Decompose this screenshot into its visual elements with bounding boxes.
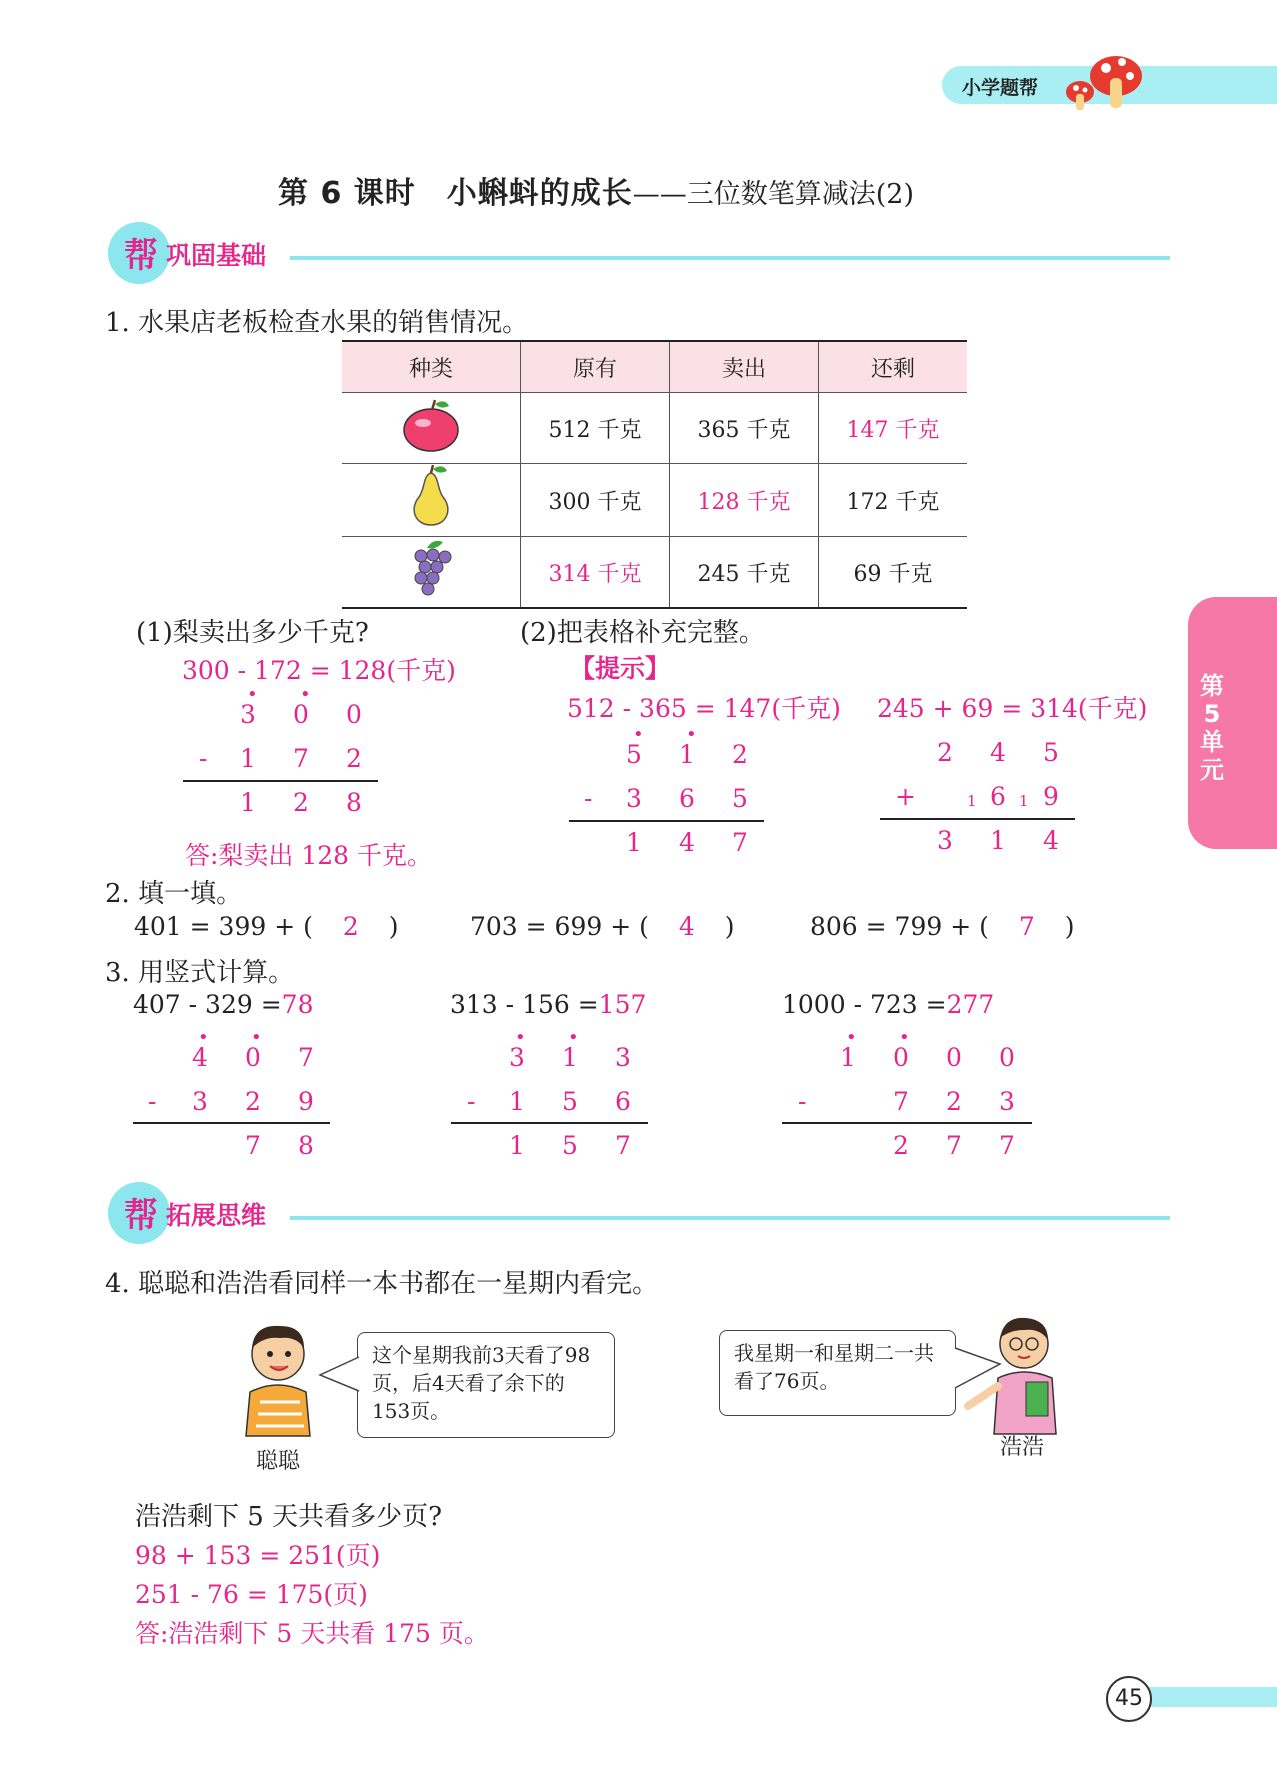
section-title: 巩固基础 [166, 241, 267, 270]
digit: 8 [298, 1131, 314, 1160]
q2-item [470, 912, 735, 941]
table-cell-answer: 147 千克 [819, 393, 968, 464]
carry-digit: 1 [967, 792, 977, 810]
digit: 2 [893, 1131, 909, 1160]
section-divider [290, 256, 1170, 260]
q3-expr-answer: 157 [598, 990, 647, 1019]
calc-rule [183, 780, 378, 782]
borrow-dot: • [251, 1027, 262, 1048]
lesson-title-main: 第 6 课时 小蝌蚪的成长 [278, 176, 633, 211]
section-title: 拓展思维 [166, 1201, 267, 1230]
table-cell: 245 千克 [670, 537, 819, 609]
table-cell: 69 千克 [819, 537, 968, 609]
carry-digit: 1 [1019, 792, 1029, 810]
calc-rule [451, 1122, 648, 1124]
header-label: 小学题帮 [962, 77, 1039, 99]
digit: 4 [192, 1043, 208, 1072]
digit: 0 [946, 1043, 962, 1072]
boy-congcong-icon [240, 1318, 320, 1438]
digit: 4 [679, 828, 695, 857]
boy-haohao-icon [960, 1312, 1070, 1436]
q4-answer: 答:浩浩剩下 5 天共看 175 页。 [135, 1619, 489, 1648]
digit: 5 [562, 1087, 578, 1116]
lesson-title-sub: ——三位数笔算减法(2) [632, 179, 915, 210]
q3-expr [782, 990, 994, 1019]
digit: 1 [562, 1043, 578, 1072]
q1-answer1: 答:梨卖出 128 千克。 [185, 841, 433, 870]
borrow-dot: • [247, 684, 258, 705]
digit: 0 [245, 1043, 261, 1072]
q2-answer: 7 [1018, 912, 1035, 941]
speech-bubble-left: 这个星期我前3天看了98页，后4天看了余下的153页。 [357, 1332, 615, 1438]
table-cell-answer: 128 千克 [670, 464, 819, 537]
digit: 2 [732, 740, 748, 769]
digit: 3 [626, 784, 642, 813]
table-header-cell: 种类 [342, 341, 521, 393]
table-cell: 365 千克 [670, 393, 819, 464]
table-row [342, 537, 967, 609]
q2-item [810, 912, 1075, 941]
operator: - [467, 1087, 476, 1116]
lesson-title [278, 168, 914, 212]
q2-prompt: 2. 填一填。 [105, 879, 243, 909]
digit: 1 [990, 826, 1006, 855]
digit: 5 [1043, 738, 1059, 767]
borrow-dot: • [899, 1027, 910, 1048]
digit: 2 [346, 744, 362, 773]
apple-icon [399, 396, 463, 454]
digit: 2 [937, 738, 953, 767]
borrow-dot: • [846, 1027, 857, 1048]
digit: 7 [732, 828, 748, 857]
q4-line2: 251 - 76 = 175(页) [135, 1580, 368, 1609]
digit: 6 [990, 782, 1006, 811]
q3-expr-answer: 277 [946, 990, 995, 1019]
page-number: 45 [1106, 1676, 1152, 1722]
digit: 6 [679, 784, 695, 813]
digit: 2 [293, 788, 309, 817]
name-haohao: 浩浩 [1000, 1435, 1045, 1460]
q1-prompt: 1. 水果店老板检查水果的销售情况。 [105, 308, 529, 338]
digit: 7 [615, 1131, 631, 1160]
page-number-bar [1140, 1687, 1277, 1707]
digit: 3 [615, 1043, 631, 1072]
q2-right: ) [388, 912, 399, 941]
hint-label: 【提示】 [570, 654, 671, 683]
digit: 2 [245, 1087, 261, 1116]
section-bang: 帮 [124, 1196, 158, 1236]
table-header-cell: 还剩 [819, 341, 968, 393]
digit: 6 [615, 1087, 631, 1116]
digit: 4 [990, 738, 1006, 767]
borrow-dot: • [568, 1027, 579, 1048]
q3-prompt: 3. 用竖式计算。 [105, 958, 295, 988]
q2-right: ) [1064, 912, 1075, 941]
digit: 4 [1043, 826, 1059, 855]
q1-eq2: 512 - 365 = 147(千克) [567, 694, 841, 723]
digit: 7 [893, 1087, 909, 1116]
section-badge-extension [108, 1182, 288, 1246]
grape-cell [342, 537, 521, 609]
table-cell: 172 千克 [819, 464, 968, 537]
grape-icon [403, 538, 459, 600]
operator: - [199, 744, 208, 773]
operator: + [895, 782, 916, 811]
digit: 7 [946, 1131, 962, 1160]
q3-expr [133, 990, 313, 1019]
digit: 5 [562, 1131, 578, 1160]
borrow-dot: • [300, 684, 311, 705]
pear-icon [403, 465, 459, 529]
table-header-cell: 原有 [521, 341, 670, 393]
digit: 0 [893, 1043, 909, 1072]
digit: 3 [192, 1087, 208, 1116]
calc-rule [569, 820, 764, 822]
table-row [342, 393, 967, 464]
q2-left: 703 = 699 + ( [470, 912, 649, 941]
digit: 1 [679, 740, 695, 769]
name-congcong: 聪聪 [256, 1449, 301, 1474]
calc-rule [782, 1122, 1032, 1124]
apple-cell [342, 393, 521, 464]
digit: 7 [999, 1131, 1015, 1160]
q2-item [134, 912, 399, 941]
digit: 1 [509, 1087, 525, 1116]
q4-prompt: 4. 聪聪和浩浩看同样一本书都在一星期内看完。 [105, 1269, 659, 1299]
calc-rule [133, 1122, 330, 1124]
digit: 5 [732, 784, 748, 813]
section-divider [290, 1216, 1170, 1220]
q4-line1: 98 + 153 = 251(页) [135, 1541, 381, 1570]
operator: - [798, 1087, 807, 1116]
digit: 3 [240, 700, 256, 729]
mushroom-icon [1060, 44, 1150, 114]
fruit-table [342, 340, 967, 609]
digit: 2 [946, 1087, 962, 1116]
q1-eq1: 300 - 172 = 128(千克) [182, 656, 456, 685]
digit: 5 [626, 740, 642, 769]
digit: 1 [240, 788, 256, 817]
unit-side-tab-text: 第5单元 [1200, 672, 1224, 784]
speech-bubble-right: 我星期一和星期二一共看了76页。 [719, 1330, 956, 1416]
section-bang: 帮 [124, 236, 158, 276]
operator: - [584, 784, 593, 813]
digit: 7 [245, 1131, 261, 1160]
borrow-dot: • [515, 1027, 526, 1048]
digit: 3 [937, 826, 953, 855]
digit: 9 [298, 1087, 314, 1116]
table-cell-answer: 314 千克 [521, 537, 670, 609]
digit: 0 [293, 700, 309, 729]
table-row [342, 464, 967, 537]
borrow-dot: • [633, 724, 644, 745]
digit: 7 [298, 1043, 314, 1072]
q1-eq3: 245 + 69 = 314(千克) [877, 694, 1148, 723]
digit: 1 [509, 1131, 525, 1160]
digit: 7 [293, 744, 309, 773]
digit: 0 [346, 700, 362, 729]
q2-right: ) [724, 912, 735, 941]
q3-expr-text: 1000 - 723 = [782, 990, 947, 1019]
q2-answer: 2 [342, 912, 359, 941]
digit: 9 [1043, 782, 1059, 811]
q3-expr-answer: 78 [281, 990, 314, 1019]
table-header-cell: 卖出 [670, 341, 819, 393]
digit: 3 [999, 1087, 1015, 1116]
table-cell: 512 千克 [521, 393, 670, 464]
borrow-dot: • [686, 724, 697, 745]
digit: 1 [840, 1043, 856, 1072]
table-header-row [342, 341, 967, 393]
table-cell: 300 千克 [521, 464, 670, 537]
q3-expr-text: 407 - 329 = [133, 990, 282, 1019]
digit: 1 [626, 828, 642, 857]
borrow-dot: • [198, 1027, 209, 1048]
pear-cell [342, 464, 521, 537]
digit: 3 [509, 1043, 525, 1072]
q2-left: 806 = 799 + ( [810, 912, 989, 941]
calc-rule [880, 818, 1075, 820]
q3-expr [450, 990, 646, 1019]
q1-sub1: (1)梨卖出多少千克? [136, 618, 369, 648]
section-badge-basics [108, 222, 288, 286]
digit: 8 [346, 788, 362, 817]
q2-answer: 4 [678, 912, 695, 941]
bubble-tail-left [318, 1355, 360, 1395]
operator: - [148, 1087, 157, 1116]
digit: 1 [240, 744, 256, 773]
q3-expr-text: 313 - 156 = [450, 990, 599, 1019]
q4-question: 浩浩剩下 5 天共看多少页? [135, 1502, 443, 1532]
digit: 0 [999, 1043, 1015, 1072]
q1-sub2: (2)把表格补充完整。 [520, 618, 765, 648]
q2-left: 401 = 399 + ( [134, 912, 313, 941]
